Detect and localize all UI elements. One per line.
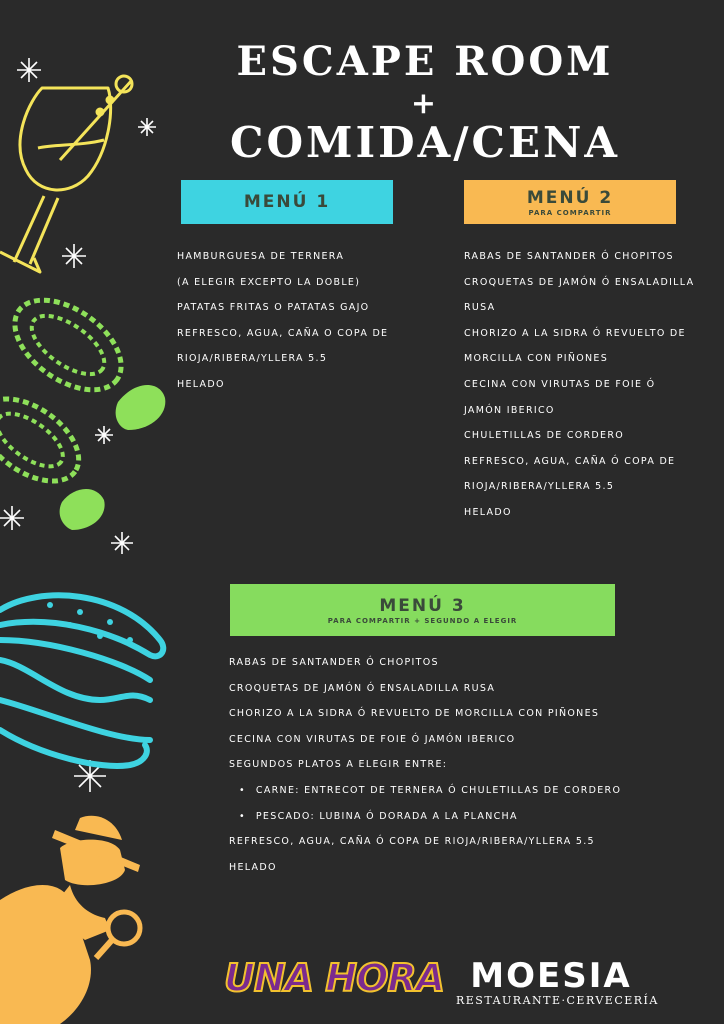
- list-item: REFRESCO, AGUA, CAÑA Ó COPA DE RIOJA/RIBERA/YLLERA 5.5: [229, 836, 595, 848]
- moesia-logo: [456, 956, 659, 1007]
- list-item: CROQUETAS DE JAMÓN Ó ENSALADILLA RUSA: [229, 682, 496, 694]
- list-item: HELADO: [229, 861, 277, 873]
- list-item: REFRESCO, AGUA, CAÑA O COPA DE: [177, 327, 389, 339]
- menu1-title: MENÚ 1: [243, 192, 331, 212]
- list-item: REFRESCO, AGUA, CAÑA Ó COPA DE: [464, 455, 676, 467]
- list-item: HELADO: [177, 378, 225, 390]
- list-item: RIOJA/RIBERA/YLLERA 5.5: [464, 481, 615, 493]
- list-item: CECINA CON VIRUTAS DE FOIE Ó JAMÓN IBERICO: [229, 733, 516, 745]
- burger-icon: [0, 595, 163, 766]
- moesia-logo-main: MOESIA: [470, 956, 632, 996]
- list-item: CHORIZO A LA SIDRA Ó REVUELTO DE MORCILLA CON PIÑONES: [229, 708, 600, 720]
- menu3-items: [229, 650, 621, 880]
- list-item: RABAS DE SANTANDER Ó CHOPITOS: [229, 657, 439, 668]
- moesia-logo-sub: RESTAURANTE·CERVECERÍA: [456, 994, 659, 1007]
- una-hora-logo: UNA HORA: [224, 956, 445, 1000]
- list-item: CROQUETAS DE JAMÓN Ó ENSALADILLA: [464, 276, 695, 288]
- list-item: SEGUNDOS PLATOS A ELEGIR ENTRE:: [229, 759, 448, 771]
- menu3-subtitle: PARA COMPARTIR + SEGUNDO A ELEGIR: [327, 616, 518, 625]
- menu1-items: [177, 244, 388, 398]
- page-title-line1: ESCAPE ROOM: [236, 38, 614, 85]
- list-item: RIOJA/RIBERA/YLLERA 5.5: [177, 353, 328, 365]
- list-item: PATATAS FRITAS O PATATAS GAJO: [177, 302, 370, 314]
- list-item: RUSA: [464, 302, 496, 314]
- menu2-header: [464, 180, 676, 224]
- menu1-header: [181, 180, 393, 224]
- list-item-bullet: • CARNE: ENTRECOT DE TERNERA Ó CHULETILLAS DE CORDERO: [229, 778, 621, 804]
- footprint-icon: [0, 282, 165, 530]
- menu2-title: MENÚ 2: [526, 187, 614, 208]
- detective-icon: [0, 816, 140, 1024]
- list-item-bullet: • PESCADO: LUBINA Ó DORADA A LA PLANCHA: [229, 804, 621, 830]
- menu2-items: [464, 244, 694, 526]
- list-item: (A ELEGIR EXCEPTO LA DOBLE): [177, 276, 361, 288]
- menu3-title: MENÚ 3: [379, 595, 466, 616]
- list-item: HAMBURGUESA DE TERNERA: [177, 251, 345, 262]
- page-title-plus: +: [410, 86, 440, 121]
- cocktail-icon: [0, 76, 132, 272]
- list-item: HELADO: [464, 506, 512, 518]
- menu2-subtitle: PARA COMPARTIR: [528, 208, 612, 217]
- page-title-line2: COMIDA/CENA: [230, 118, 620, 167]
- list-item: CHORIZO A LA SIDRA Ó REVUELTO DE: [464, 327, 686, 339]
- list-item: CECINA CON VIRUTAS DE FOIE Ó: [464, 378, 656, 390]
- list-item: CHULETILLAS DE CORDERO: [464, 430, 625, 442]
- list-item: JAMÓN IBERICO: [464, 404, 555, 416]
- list-item: RABAS DE SANTANDER Ó CHOPITOS: [464, 251, 674, 262]
- list-item: MORCILLA CON PIÑONES: [464, 353, 609, 365]
- menu3-header: [230, 584, 615, 636]
